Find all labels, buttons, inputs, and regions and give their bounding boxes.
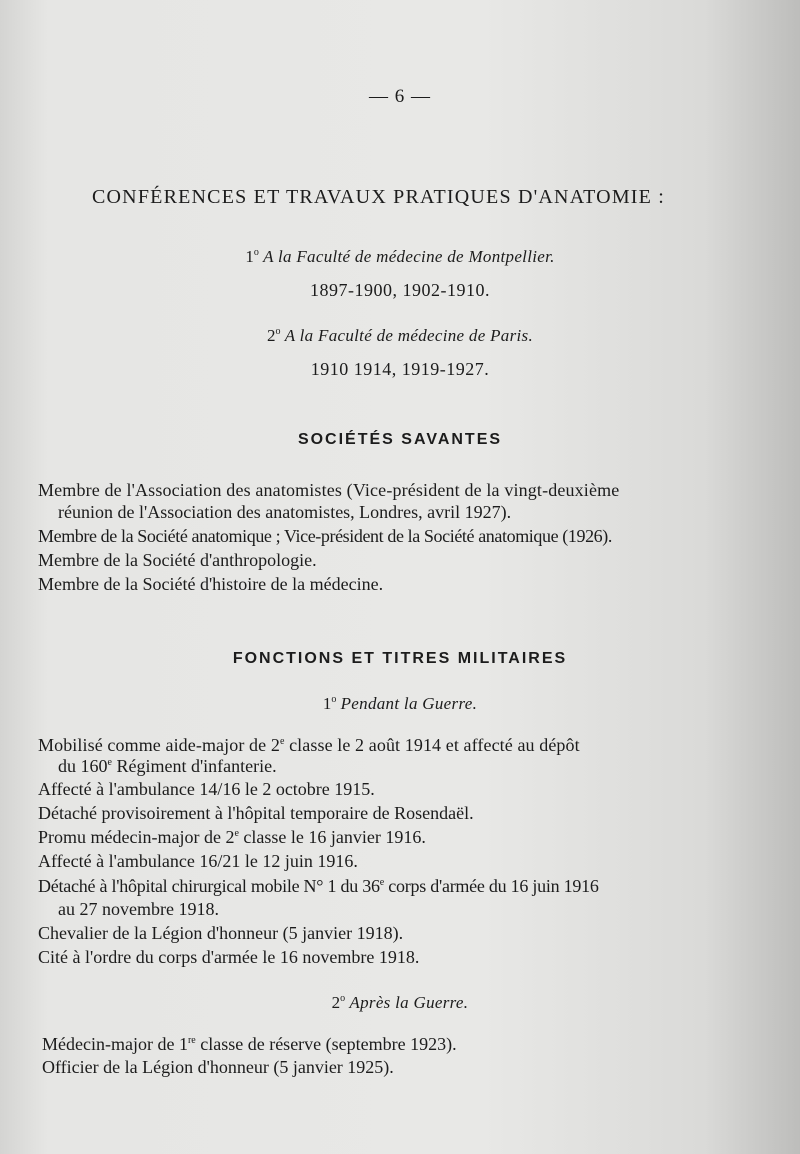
subheading-apres-guerre: 2$^o$ Après la Guerre.: [331, 993, 469, 1012]
society-line-3: Membre de la Société anatomique ; Vice-président de la Société anatomique (1926).: [38, 526, 612, 546]
subheading-pendant-guerre: 1$^o$ Pendant la Guerre.: [322, 694, 478, 713]
war-line-2: du 160e Régiment d'infanterie.: [58, 756, 277, 776]
page-number: — 6 —: [369, 86, 431, 107]
war-line-4: Détaché provisoirement à l'hôpital temporaire de Rosendaël.: [38, 803, 474, 823]
section-title-societes: SOCIÉTÉS SAVANTES: [297, 431, 503, 448]
war-line-6: Affecté à l'ambulance 16/21 le 12 juin 1916.: [38, 851, 358, 871]
subheading-paris: 2$^o$ A la Faculté de médecine de Paris.: [266, 326, 534, 345]
war-line-1: Mobilisé comme aide-major de 2e classe le 2 août 1914 et affecté au dépôt: [38, 735, 580, 755]
society-line-5: Membre de la Société d'histoire de la médecine.: [38, 574, 384, 594]
war-line-9: Chevalier de la Légion d'honneur (5 janvier 1918).: [38, 923, 404, 943]
section-title-conferences: CONFÉRENCES ET TRAVAUX PRATIQUES D'ANATOMIE :: [92, 186, 666, 208]
war-line-10: Cité à l'ordre du corps d'armée le 16 novembre 1918.: [38, 947, 420, 967]
society-line-1: Membre de l'Association des anatomistes (Vice-président de la vingt-deuxième: [38, 480, 620, 500]
subheading-montpellier: 1$^o$ A la Faculté de médecine de Montpellier.: [245, 247, 555, 266]
war-line-7: Détaché à l'hôpital chirurgical mobile N° 1 du 36e corps d'armée du 16 juin 1916: [38, 876, 599, 896]
after-line-2: Officier de la Légion d'honneur (5 janvier 1925).: [42, 1057, 394, 1077]
war-line-5: Promu médecin-major de 2e classe le 16 janvier 1916.: [38, 827, 426, 847]
war-line-8: au 27 novembre 1918.: [58, 899, 219, 919]
society-line-2: réunion de l'Association des anatomistes, Londres, avril 1927).: [58, 502, 512, 522]
society-line-4: Membre de la Société d'anthropologie.: [38, 550, 317, 570]
years-paris: 1910 1914, 1919-1927.: [310, 359, 490, 379]
after-line-1: Médecin-major de 1re classe de réserve (septembre 1923).: [42, 1034, 457, 1054]
war-line-3: Affecté à l'ambulance 14/16 le 2 octobre 1915.: [38, 779, 375, 799]
years-montpellier: 1897-1900, 1902-1910.: [310, 280, 490, 300]
section-title-militaires: FONCTIONS ET TITRES MILITAIRES: [232, 650, 568, 667]
